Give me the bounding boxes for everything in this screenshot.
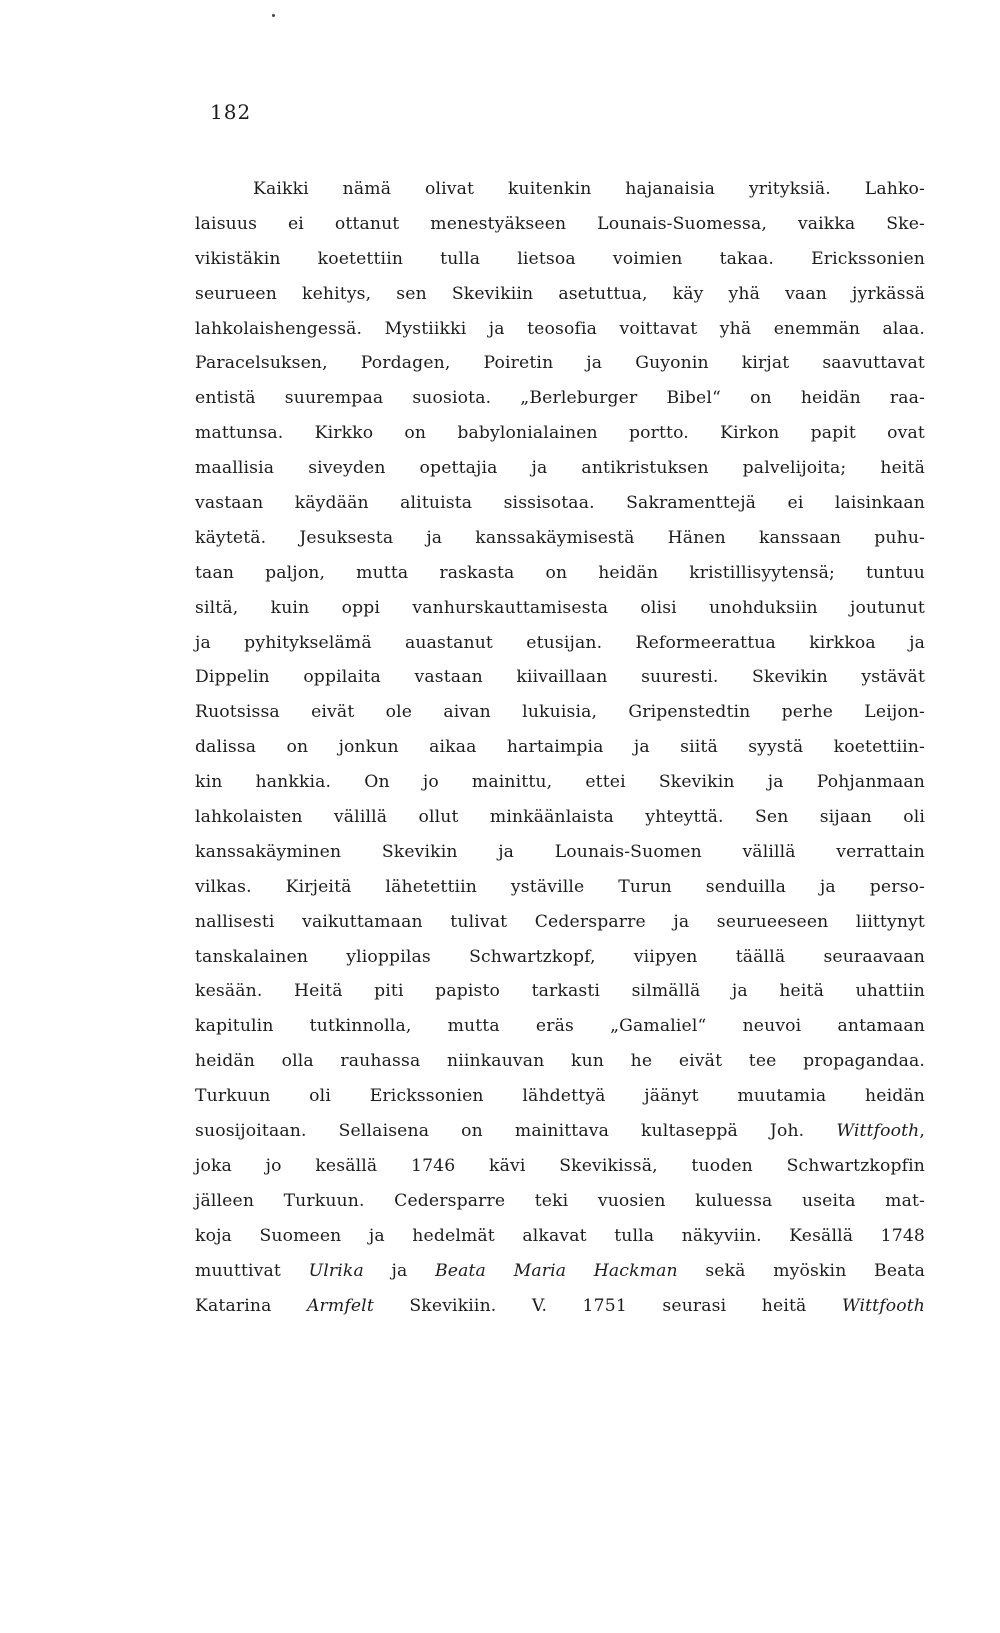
text-line: entistä suurempaa suosiota. „Berleburger Bibel“ on heidän raa- — [195, 388, 925, 409]
text-line: mattunsa. Kirkko on babylonialainen portto. Kirkon papit ovat — [195, 423, 925, 444]
italic-name: Wittfooth — [836, 1121, 920, 1142]
text-line: kin hankkia. On jo mainittu, ettei Skevikin ja Pohjanmaan — [195, 772, 925, 793]
text-line: koja Suomeen ja hedelmät alkavat tulla näkyviin. Kesällä 1748 — [195, 1225, 925, 1246]
italic-name: Beata Maria Hackman — [435, 1260, 678, 1281]
text-line: taan paljon, mutta raskasta on heidän kristillisyytensä; tuntuu — [195, 562, 925, 583]
body-paragraph — [195, 172, 925, 1323]
italic-name: Ulrika — [308, 1260, 364, 1281]
text-line: Ruotsissa eivät ole aivan lukuisia, Gripenstedtin perhe Leijon- — [195, 702, 925, 723]
text-line: lahkolaisten välillä ollut minkäänlaista yhteyttä. Sen sijaan oli — [195, 807, 925, 828]
text-line: ja pyhitykselämä auastanut etusijan. Reformeerattua kirkkoa ja — [195, 632, 925, 653]
text-line: dalissa on jonkun aikaa hartaimpia ja siitä syystä koetettiin- — [195, 737, 925, 758]
page-number: 182 — [210, 100, 252, 124]
text-line: vilkas. Kirjeitä lähetettiin ystäville Turun senduilla ja perso- — [195, 876, 925, 897]
text-line: seurueen kehitys, sen Skevikiin asetuttua, käy yhä vaan jyrkässä — [195, 283, 925, 304]
text-line: kanssakäyminen Skevikin ja Lounais-Suomen välillä verrattain — [195, 841, 925, 862]
text-line: Turkuun oli Erickssonien lähdettyä jäänyt muutamia heidän — [195, 1086, 925, 1107]
print-speck — [272, 14, 275, 17]
text-line: suosijoitaan. Sellaisena on mainittava kultaseppä Joh. Wittfooth, — [195, 1121, 925, 1142]
text-line: nallisesti vaikuttamaan tulivat Cedersparre ja seurueeseen liittynyt — [195, 911, 925, 932]
text-line: kapitulin tutkinnolla, mutta eräs „Gamaliel“ neuvoi antamaan — [195, 1016, 925, 1037]
italic-name: Wittfooth — [841, 1295, 925, 1316]
italic-name: Armfelt — [306, 1295, 374, 1316]
text-line: jälleen Turkuun. Cedersparre teki vuosien kuluessa useita mat- — [195, 1190, 925, 1211]
text-line: lahkolaishengessä. Mystiikki ja teosofia voittavat yhä enemmän alaa. — [195, 318, 925, 339]
text-line: kesään. Heitä piti papisto tarkasti silmällä ja heitä uhattiin — [195, 981, 925, 1002]
text-line: Kaikki nämä olivat kuitenkin hajanaisia yrityksiä. Lahko- — [253, 179, 925, 199]
text-line: käytetä. Jesuksesta ja kanssakäymisestä Hänen kanssaan puhu- — [195, 527, 925, 548]
text-line: Paracelsuksen, Pordagen, Poiretin ja Guyonin kirjat saavuttavat — [195, 353, 925, 374]
text-line: muuttivat Ulrika ja Beata Maria Hackman sekä myöskin Beata — [195, 1260, 925, 1281]
text-line: joka jo kesällä 1746 kävi Skevikissä, tuoden Schwartzkopfin — [195, 1155, 925, 1176]
text-line: tanskalainen ylioppilas Schwartzkopf, viipyen täällä seuraavaan — [195, 946, 925, 967]
text-line: vikistäkin koetettiin tulla lietsoa voimien takaa. Erickssonien — [195, 248, 925, 269]
text-line: maallisia siveyden opettajia ja antikristuksen palvelijoita; heitä — [195, 458, 925, 479]
text-line: heidän olla rauhassa niinkauvan kun he eivät tee propagandaa. — [195, 1051, 925, 1072]
text-line: siltä, kuin oppi vanhurskauttamisesta olisi unohduksiin joutunut — [195, 597, 925, 618]
text-line: vastaan käydään alituista sissisotaa. Sakramenttejä ei laisinkaan — [195, 493, 925, 514]
text-line: Katarina Armfelt Skevikiin. V. 1751 seurasi heitä Wittfooth — [195, 1295, 925, 1316]
text-line: laisuus ei ottanut menestyäkseen Lounais-Suomessa, vaikka Ske- — [195, 213, 925, 234]
text-line: Dippelin oppilaita vastaan kiivaillaan suuresti. Skevikin ystävät — [195, 667, 925, 688]
